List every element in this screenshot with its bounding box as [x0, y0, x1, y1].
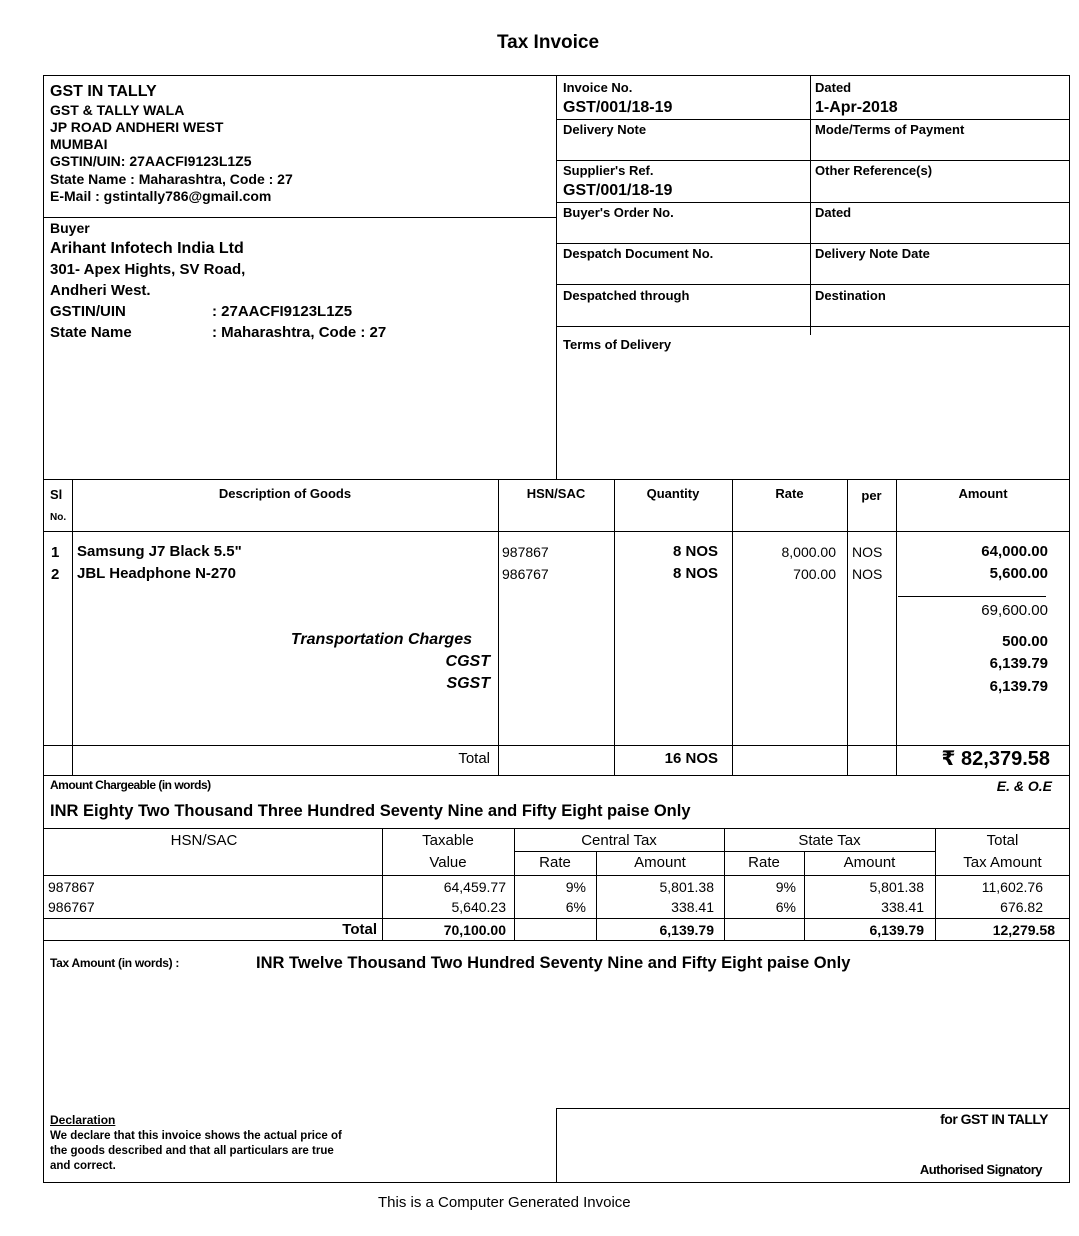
invoice-no-label: Invoice No.: [563, 80, 633, 95]
charge-amount-cgst: 6,139.79: [989, 655, 1048, 672]
seller-gstin: GSTIN/UIN: 27AACFI9123L1Z5: [50, 153, 252, 169]
tax-col-total: Total: [986, 832, 1019, 849]
charge-amount-sgst: 6,139.79: [989, 678, 1048, 695]
invoice-date: 1-Apr-2018: [815, 99, 898, 116]
item-hsn: 986767: [502, 566, 549, 582]
dated-label: Dated: [815, 80, 852, 95]
seller-state: State Name : Maharashtra, Code : 27: [50, 171, 293, 187]
col-amount: Amount: [958, 486, 1008, 501]
tax-total-amount: 12,279.58: [992, 922, 1055, 938]
charge-label-sgst: SGST: [446, 675, 490, 692]
tax-row-state-rate: 6%: [775, 899, 796, 915]
seller-line1: GST & TALLY WALA: [50, 102, 185, 118]
tax-row-central-rate: 6%: [565, 899, 586, 915]
seller-line2: JP ROAD ANDHERI WEST: [50, 119, 224, 135]
tax-row-hsn: 986767: [48, 899, 95, 915]
eoe: E. & O.E: [996, 778, 1052, 794]
order-dated-label: Dated: [815, 205, 852, 220]
invoice-no: GST/001/18-19: [563, 99, 673, 116]
item-quantity: 8 NOS: [672, 543, 718, 560]
supplier-ref: GST/001/18-19: [563, 182, 673, 199]
tax-col-central-amount: Amount: [634, 854, 686, 871]
tax-col-taxable: Taxable: [422, 832, 474, 849]
tax-col-state-amount: Amount: [843, 854, 896, 871]
item-sl: 2: [51, 566, 60, 583]
invoice-title: Tax Invoice: [496, 32, 600, 53]
tax-total-taxable: 70,100.00: [443, 922, 506, 938]
buyer-address-2: Andheri West.: [50, 282, 151, 299]
item-per: NOS: [852, 566, 883, 582]
tax-total-state: 6,139.79: [869, 922, 924, 938]
tax-col-value: Value: [429, 854, 467, 871]
tax-in-words: INR Twelve Thousand Two Hundred Seventy Nine and Fifty Eight paise Only: [256, 954, 851, 972]
buyer-state-value: : Maharashtra, Code : 27: [212, 324, 387, 341]
tax-row-central-amount: 338.41: [671, 899, 714, 915]
total-amount: ₹ 82,379.58: [941, 748, 1050, 770]
buyer-state-label: State Name: [50, 324, 132, 341]
charge-label-cgst: CGST: [445, 653, 490, 670]
item-description: Samsung J7 Black 5.5": [77, 543, 242, 560]
tax-col-central-rate: Rate: [539, 854, 571, 871]
mode-terms-label: Mode/Terms of Payment: [815, 122, 965, 137]
col-sl: Sl: [50, 487, 63, 502]
despatched-through-label: Despatched through: [563, 288, 690, 303]
declaration-line-3: and correct.: [50, 1160, 116, 1172]
tax-col-state: State Tax: [798, 832, 861, 849]
delivery-note-label: Delivery Note: [563, 122, 647, 137]
col-description: Description of Goods: [218, 486, 352, 501]
authorised-signatory: Authorised Signatory: [919, 1162, 1042, 1177]
seller-name: GST IN TALLY: [50, 83, 157, 100]
item-amount: 64,000.00: [981, 543, 1048, 560]
col-quantity: Quantity: [646, 486, 700, 501]
item-sl: 1: [51, 544, 60, 561]
col-no: No.: [50, 512, 67, 523]
item-hsn: 987867: [502, 544, 549, 560]
item-per: NOS: [852, 544, 883, 560]
delivery-note-date-label: Delivery Note Date: [815, 246, 930, 261]
tax-col-central: Central Tax: [581, 832, 657, 849]
item-amount: 5,600.00: [989, 565, 1048, 582]
other-ref-label: Other Reference(s): [815, 163, 933, 178]
subtotal: 69,600.00: [981, 602, 1048, 619]
tax-row-hsn: 987867: [48, 879, 95, 895]
total-label: Total: [458, 750, 490, 767]
tax-row-state-amount: 5,801.38: [869, 879, 924, 895]
tax-row-state-rate: 9%: [775, 879, 796, 895]
supplier-ref-label: Supplier's Ref.: [563, 163, 654, 178]
tax-col-hsn: HSN/SAC: [170, 832, 238, 849]
buyer-gstin-value: : 27AACFI9123L1Z5: [212, 303, 353, 320]
charge-label-transport: Transportation Charges: [290, 631, 472, 648]
item-quantity: 8 NOS: [672, 565, 718, 582]
buyer-name: Arihant Infotech India Ltd: [50, 240, 244, 257]
tax-total-label: Total: [342, 921, 377, 938]
tax-row-central-amount: 5,801.38: [659, 879, 714, 895]
tax-row-state-amount: 338.41: [881, 899, 924, 915]
item-rate: 8,000.00: [781, 544, 836, 560]
footer-note: This is a Computer Generated Invoice: [378, 1194, 631, 1211]
col-per: per: [861, 488, 882, 503]
destination-label: Destination: [815, 288, 886, 303]
declaration-line-1: We declare that this invoice shows the actual price of: [50, 1130, 342, 1142]
tax-col-state-rate: Rate: [748, 854, 780, 871]
charge-amount-transport: 500.00: [1002, 633, 1048, 650]
tax-row-central-rate: 9%: [565, 879, 586, 895]
declaration-line-2: the goods described and that all particulars are true: [50, 1145, 334, 1157]
tax-total-central: 6,139.79: [659, 922, 714, 938]
total-quantity: 16 NOS: [664, 750, 718, 767]
item-rate: 700.00: [793, 566, 836, 582]
tax-row-taxable: 5,640.23: [451, 899, 506, 915]
tax-words-label: Tax Amount (in words) :: [50, 956, 180, 970]
seller-line3: MUMBAI: [50, 136, 108, 152]
tax-row-total: 676.82: [1000, 899, 1043, 915]
seller-email: E-Mail : gstintally786@gmail.com: [50, 188, 272, 204]
col-rate: Rate: [775, 486, 804, 501]
despatch-doc-label: Despatch Document No.: [563, 246, 714, 261]
buyer-gstin-label: GSTIN/UIN: [50, 303, 126, 320]
terms-delivery-label: Terms of Delivery: [563, 337, 672, 352]
buyer-heading: Buyer: [50, 220, 90, 236]
buyer-address-1: 301- Apex Hights, SV Road,: [50, 261, 246, 278]
amount-in-words: INR Eighty Two Thousand Three Hundred Seventy Nine and Fifty Eight paise Only: [50, 802, 691, 820]
amount-words-label: Amount Chargeable (in words): [50, 778, 211, 792]
tax-row-taxable: 64,459.77: [443, 879, 506, 895]
for-company: for GST IN TALLY: [940, 1111, 1048, 1127]
buyer-order-label: Buyer's Order No.: [563, 205, 674, 220]
item-description: JBL Headphone N-270: [77, 565, 236, 582]
tax-row-total: 11,602.76: [981, 879, 1043, 895]
col-hsn: HSN/SAC: [526, 486, 586, 501]
declaration-heading: Declaration: [50, 1113, 116, 1127]
tax-col-tax-amount: Tax Amount: [963, 854, 1042, 871]
